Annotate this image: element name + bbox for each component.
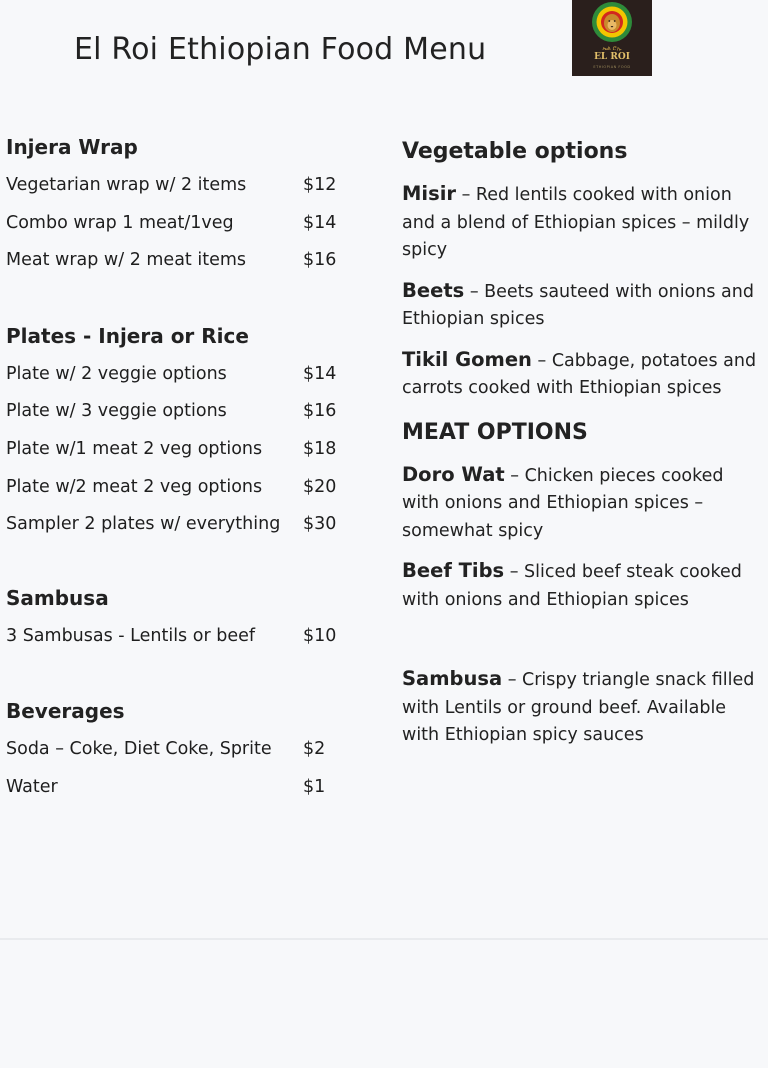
menu-item xyxy=(6,431,346,469)
section-heading: Injera Wrap xyxy=(6,135,138,159)
menu-item xyxy=(6,205,346,243)
item-name: Vegetarian wrap w/ 2 items xyxy=(6,175,247,195)
item-name: Water xyxy=(6,776,58,797)
dish-name: Beets xyxy=(402,278,465,302)
item-price: $14 xyxy=(303,363,337,384)
menu-item xyxy=(6,731,346,769)
dish-name: Sambusa xyxy=(402,667,503,690)
misir-description xyxy=(402,180,762,265)
dish-name: Doro Wat xyxy=(402,462,505,486)
section-heading: Plates - Injera or Rice xyxy=(6,323,249,348)
restaurant-logo xyxy=(572,0,652,76)
item-name: Meat wrap w/ 2 meat items xyxy=(6,250,247,271)
sambusa-price-section xyxy=(6,581,346,656)
item-price: $16 xyxy=(303,250,337,271)
menu-item xyxy=(6,242,346,280)
beverages-section xyxy=(6,694,346,806)
item-name: Combo wrap 1 meat/1veg xyxy=(6,212,234,233)
dish-desc: – Chicken pieces cooked with onions and Ethiopian spices – somewhat spicy xyxy=(402,465,724,541)
item-name: Soda – Coke, Diet Coke, Sprite xyxy=(6,739,272,760)
dish-desc: – Red lentils cooked with onion and a blend of Ethiopian spices – mildly spicy xyxy=(402,185,750,260)
item-price: $16 xyxy=(303,401,337,422)
item-name: Plate w/ 2 veggie options xyxy=(6,363,227,384)
injera-wrap-section xyxy=(6,130,346,280)
menu-item xyxy=(6,167,346,205)
doro-wat-description xyxy=(402,461,762,546)
paper-fold xyxy=(0,938,768,940)
menu-item xyxy=(6,469,346,507)
dish-desc: – Cabbage, potatoes and carrots cooked with Ethiopian spices xyxy=(402,350,757,398)
menu-item xyxy=(6,618,346,656)
beets-description xyxy=(402,277,762,334)
meat-options-heading: MEAT OPTIONS xyxy=(402,419,588,445)
item-name: Plate w/ 3 veggie options xyxy=(6,401,227,422)
dish-desc: – Crispy triangle snack filled with Lentils or ground beef. Available with Ethiopian spicy sauces xyxy=(402,670,755,745)
item-price: $30 xyxy=(303,514,337,535)
item-name: 3 Sambusas - Lentils or beef xyxy=(6,625,256,646)
item-price: $14 xyxy=(303,212,337,233)
tikil-gomen-description xyxy=(402,346,762,403)
menu-item xyxy=(6,393,346,431)
dish-name: Beef Tibs xyxy=(402,559,505,582)
section-heading: Sambusa xyxy=(6,585,109,610)
item-name: Plate w/2 meat 2 veg options xyxy=(6,476,263,497)
dish-desc: – Sliced beef steak cooked with onions and Ethiopian spices xyxy=(402,562,742,610)
item-name: Plate w/1 meat 2 veg options xyxy=(6,438,263,459)
vegetable-options-heading: Vegetable options xyxy=(402,139,628,164)
logo-tagline: ETHIOPIAN FOOD xyxy=(593,65,631,69)
item-name: Sampler 2 plates w/ everything xyxy=(6,514,281,535)
plates-section xyxy=(6,319,346,544)
logo-brand: EL ROI xyxy=(594,52,630,62)
descriptions-column xyxy=(402,134,762,750)
logo-amharic: ኤል ሮኢ xyxy=(602,45,622,52)
dish-name: Misir xyxy=(402,182,456,205)
item-price: $20 xyxy=(303,476,337,497)
section-heading: Beverages xyxy=(6,699,125,724)
sambusa-description xyxy=(402,665,762,750)
menu-item xyxy=(6,506,346,544)
beef-tibs-description xyxy=(402,557,762,614)
page-title: El Roi Ethiopian Food Menu xyxy=(74,32,487,67)
dish-name: Tikil Gomen xyxy=(402,347,532,371)
lion-emblem-icon xyxy=(572,0,652,48)
item-price: $2 xyxy=(303,739,326,760)
item-price: $18 xyxy=(303,438,337,459)
dish-desc: – Beets sauteed with onions and Ethiopian spices xyxy=(402,281,754,329)
item-price: $10 xyxy=(303,625,337,646)
price-column xyxy=(6,130,346,807)
menu-item xyxy=(6,769,346,807)
item-price: $1 xyxy=(303,776,326,797)
item-price: $12 xyxy=(303,175,337,195)
menu-item xyxy=(6,356,346,394)
